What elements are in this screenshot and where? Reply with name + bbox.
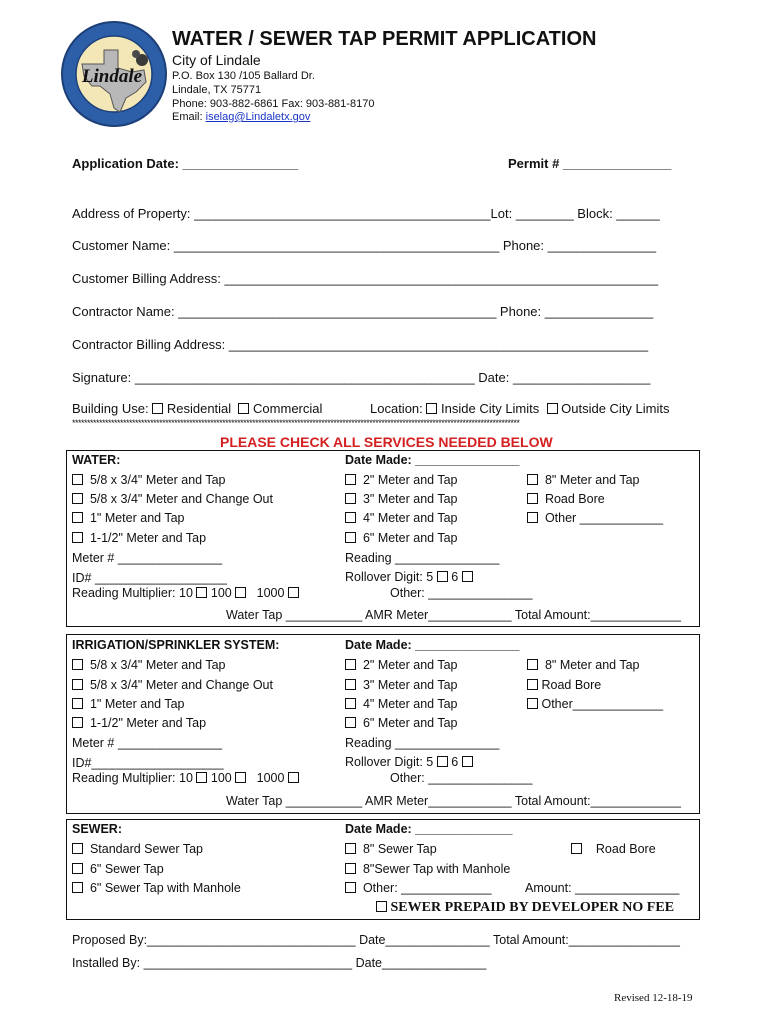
multiplier-100-label: 100 [210, 586, 232, 600]
irrigation-option-1[interactable] [72, 658, 226, 672]
sewer-option-3[interactable] [72, 881, 241, 895]
water-rollover-row [345, 570, 473, 584]
multiplier-100-checkbox[interactable] [235, 587, 246, 598]
address-line-1: P.O. Box 130 /105 Ballard Dr. [172, 70, 315, 82]
services-notice: PLEASE CHECK ALL SERVICES NEEDED BELOW [220, 434, 553, 450]
sewer-option-1[interactable] [72, 842, 203, 856]
residential-checkbox[interactable] [152, 403, 163, 414]
option-label: 5/8 x 3/4" Meter and Tap [89, 658, 226, 672]
rollover-6-label: 6 [451, 570, 459, 584]
option-label: 8" Meter and Tap [544, 658, 640, 672]
email-line [172, 111, 310, 123]
option-label: 1-1/2" Meter and Tap [89, 531, 207, 545]
rollover-6-checkbox[interactable] [462, 571, 473, 582]
option-label: 8" Sewer Tap [362, 842, 437, 856]
residential-label: Residential [166, 401, 232, 416]
water-option-9[interactable] [527, 473, 640, 487]
water-multiplier-row [72, 586, 299, 600]
checkbox[interactable] [72, 474, 83, 485]
location-label: Location: [370, 401, 423, 416]
irrigation-option-4[interactable] [72, 716, 206, 730]
checkbox[interactable] [527, 474, 538, 485]
checkbox[interactable] [345, 679, 356, 690]
checkbox[interactable] [72, 698, 83, 709]
address-line-2: Lindale, TX 75771 [172, 84, 262, 96]
sewer-heading: SEWER: [72, 822, 122, 836]
checkbox[interactable] [345, 512, 356, 523]
irrigation-totals-row[interactable]: Water Tap ___________ AMR Meter____________ Total Amount:_____________ [226, 794, 681, 808]
water-date-made[interactable]: Date Made: _______________ [345, 453, 520, 467]
signature-field[interactable]: Signature: _______________________________________________ Date: ___________________ [72, 370, 651, 385]
water-option-8[interactable] [345, 531, 458, 545]
sewer-option-5[interactable] [345, 862, 510, 876]
multiplier-label: Reading Multiplier: 10 [72, 586, 193, 600]
checkbox[interactable] [345, 863, 356, 874]
option-label: Road Bore [541, 678, 602, 692]
water-option-5[interactable] [345, 473, 458, 487]
checkbox[interactable] [72, 882, 83, 893]
multiplier-1000-checkbox[interactable] [288, 772, 299, 783]
option-label: 4" Meter and Tap [362, 511, 458, 525]
rollover-6-checkbox[interactable] [462, 756, 473, 767]
revised-date: Revised 12-18-19 [614, 992, 693, 1004]
multiplier-10-checkbox[interactable] [196, 587, 207, 598]
water-option-4[interactable] [72, 531, 206, 545]
option-label: Other ____________ [544, 511, 664, 525]
email-label: Email: [172, 111, 206, 123]
multiplier-100-label: 100 [210, 771, 232, 785]
contractor-billing-field[interactable]: Contractor Billing Address: __________________________________________________________ [72, 337, 649, 352]
checkbox[interactable] [527, 679, 538, 690]
sewer-option-4[interactable] [345, 842, 437, 856]
irrigation-rollover-row [345, 755, 473, 769]
building-use-label: Building Use: [72, 401, 149, 416]
checkbox[interactable] [345, 532, 356, 543]
irrigation-option-9[interactable] [527, 658, 640, 672]
option-label: 4" Meter and Tap [362, 697, 458, 711]
checkbox[interactable] [72, 532, 83, 543]
water-meter-field[interactable]: Meter # _______________ [72, 551, 223, 565]
installed-by-field[interactable]: Installed By: ______________________________ Date_______________ [72, 956, 487, 970]
rollover-label: Rollover Digit: 5 [345, 755, 434, 769]
checkbox[interactable] [72, 659, 83, 670]
option-label: 8" Meter and Tap [544, 473, 640, 487]
water-option-2[interactable] [72, 492, 273, 506]
checkbox[interactable] [527, 659, 538, 670]
irrigation-date-made[interactable]: Date Made: _______________ [345, 638, 520, 652]
option-label: 6" Sewer Tap [89, 862, 164, 876]
outside-city-label: Outside City Limits [561, 401, 670, 416]
option-label: 3" Meter and Tap [362, 678, 458, 692]
sewer-road-bore-option[interactable] [571, 842, 656, 856]
proposed-by-field[interactable]: Proposed By:______________________________ Date_______________ Total Amount:________________ [72, 933, 680, 947]
irrigation-option-3[interactable] [72, 697, 185, 711]
checkbox[interactable] [72, 717, 83, 728]
option-label: 1-1/2" Meter and Tap [89, 716, 207, 730]
irrigation-option-6[interactable] [345, 678, 458, 692]
option-label: SEWER PREPAID BY DEVELOPER NO FEE [390, 900, 675, 915]
irrigation-option-8[interactable] [345, 716, 458, 730]
checkbox[interactable] [72, 512, 83, 523]
checkbox[interactable] [376, 901, 387, 912]
checkbox[interactable] [345, 698, 356, 709]
irrigation-other-field[interactable]: Other: _______________ [390, 771, 533, 785]
checkbox[interactable] [345, 717, 356, 728]
water-heading: WATER: [72, 453, 121, 467]
water-option-11[interactable] [527, 511, 663, 525]
rollover-label: Rollover Digit: 5 [345, 570, 434, 584]
water-option-3[interactable] [72, 511, 185, 525]
option-label: 5/8 x 3/4" Meter and Change Out [89, 492, 273, 506]
contractor-name-field[interactable]: Contractor Name: ____________________________________________ Phone: _______________ [72, 304, 654, 319]
phone-fax: Phone: 903-882-6861 Fax: 903-881-8170 [172, 98, 375, 110]
irrigation-option-10[interactable] [527, 678, 601, 692]
checkbox[interactable] [345, 659, 356, 670]
city-seal-logo [60, 20, 168, 128]
irrigation-option-5[interactable] [345, 658, 458, 672]
option-label: 1" Meter and Tap [89, 697, 185, 711]
commercial-checkbox[interactable] [238, 403, 249, 414]
checkbox[interactable] [345, 474, 356, 485]
checkbox[interactable] [72, 493, 83, 504]
water-option-7[interactable] [345, 511, 458, 525]
option-label: Other: _____________ [362, 881, 492, 895]
form-title: WATER / SEWER TAP PERMIT APPLICATION [172, 28, 597, 50]
option-label: 3" Meter and Tap [362, 492, 458, 506]
option-label: 2" Meter and Tap [362, 473, 458, 487]
sewer-option-2[interactable] [72, 862, 164, 876]
water-totals-row[interactable]: Water Tap ___________ AMR Meter____________ Total Amount:_____________ [226, 608, 681, 622]
building-use-row [72, 401, 322, 416]
customer-name-field[interactable]: Customer Name: _____________________________________________ Phone: _______________ [72, 238, 657, 253]
email-link[interactable]: iselag@Lindaletx.gov [205, 111, 311, 123]
checkbox[interactable] [527, 493, 538, 504]
star-divider: ***************************************************************************************************************************************************** [72, 418, 520, 428]
inside-city-label: Inside City Limits [441, 401, 540, 416]
checkbox[interactable] [345, 843, 356, 854]
checkbox[interactable] [527, 512, 538, 523]
option-label: 5/8 x 3/4" Meter and Change Out [89, 678, 273, 692]
property-address-field[interactable]: Address of Property: _________________________________________Lot: ________ Block: ______ [72, 206, 660, 221]
inside-city-checkbox[interactable] [426, 403, 437, 414]
option-label: 8"Sewer Tap with Manhole [362, 862, 511, 876]
water-option-6[interactable] [345, 492, 458, 506]
sewer-prepaid-option[interactable] [376, 900, 674, 916]
multiplier-1000-label: 1000 [256, 771, 285, 785]
irrigation-meter-field[interactable]: Meter # _______________ [72, 736, 223, 750]
customer-billing-field[interactable]: Customer Billing Address: ____________________________________________________________ [72, 271, 659, 286]
irrigation-option-2[interactable] [72, 678, 273, 692]
water-reading-field[interactable]: Reading _______________ [345, 551, 500, 565]
multiplier-10-checkbox[interactable] [196, 772, 207, 783]
irrigation-option-7[interactable] [345, 697, 458, 711]
multiplier-1000-checkbox[interactable] [288, 587, 299, 598]
logo-text: Lindale [81, 66, 143, 87]
option-label: 6" Meter and Tap [362, 531, 458, 545]
multiplier-1000-label: 1000 [256, 586, 285, 600]
option-label: 1" Meter and Tap [89, 511, 185, 525]
rollover-5-checkbox[interactable] [437, 571, 448, 582]
rollover-6-label: 6 [451, 755, 459, 769]
option-label: 6" Sewer Tap with Manhole [89, 881, 241, 895]
irrigation-multiplier-row [72, 771, 299, 785]
outside-city-checkbox[interactable] [547, 403, 558, 414]
sewer-date-made[interactable]: Date Made: ______________ [345, 822, 513, 836]
checkbox[interactable] [345, 493, 356, 504]
rollover-5-checkbox[interactable] [437, 756, 448, 767]
multiplier-100-checkbox[interactable] [235, 772, 246, 783]
option-label: 5/8 x 3/4" Meter and Tap [89, 473, 226, 487]
irrigation-id-field[interactable]: ID#___________________ [72, 756, 224, 770]
checkbox[interactable] [571, 843, 582, 854]
sewer-amount-field[interactable]: Amount: _______________ [525, 881, 680, 895]
multiplier-label: Reading Multiplier: 10 [72, 771, 193, 785]
location-row [370, 401, 670, 416]
option-label: Road Bore [544, 492, 605, 506]
checkbox[interactable] [72, 843, 83, 854]
application-date-field[interactable]: Application Date: ________________ [72, 156, 299, 171]
checkbox[interactable] [72, 863, 83, 874]
sewer-option-6[interactable] [345, 881, 492, 895]
option-label: 6" Meter and Tap [362, 716, 458, 730]
water-option-1[interactable] [72, 473, 226, 487]
option-label: Standard Sewer Tap [89, 842, 203, 856]
checkbox[interactable] [345, 882, 356, 893]
water-option-10[interactable] [527, 492, 605, 506]
option-label: Road Bore [595, 842, 656, 856]
city-name: City of Lindale [172, 52, 261, 68]
checkbox[interactable] [72, 679, 83, 690]
water-id-field[interactable]: ID# ___________________ [72, 571, 228, 585]
option-label: 2" Meter and Tap [362, 658, 458, 672]
permit-number-field[interactable]: Permit # _______________ [508, 156, 672, 171]
option-label: Other_____________ [541, 697, 664, 711]
irrigation-reading-field[interactable]: Reading _______________ [345, 736, 500, 750]
irrigation-heading: IRRIGATION/SPRINKLER SYSTEM: [72, 638, 280, 652]
water-other-field[interactable]: Other: _______________ [390, 586, 533, 600]
commercial-label: Commercial [253, 401, 323, 416]
checkbox[interactable] [527, 698, 538, 709]
irrigation-option-11[interactable] [527, 697, 663, 711]
